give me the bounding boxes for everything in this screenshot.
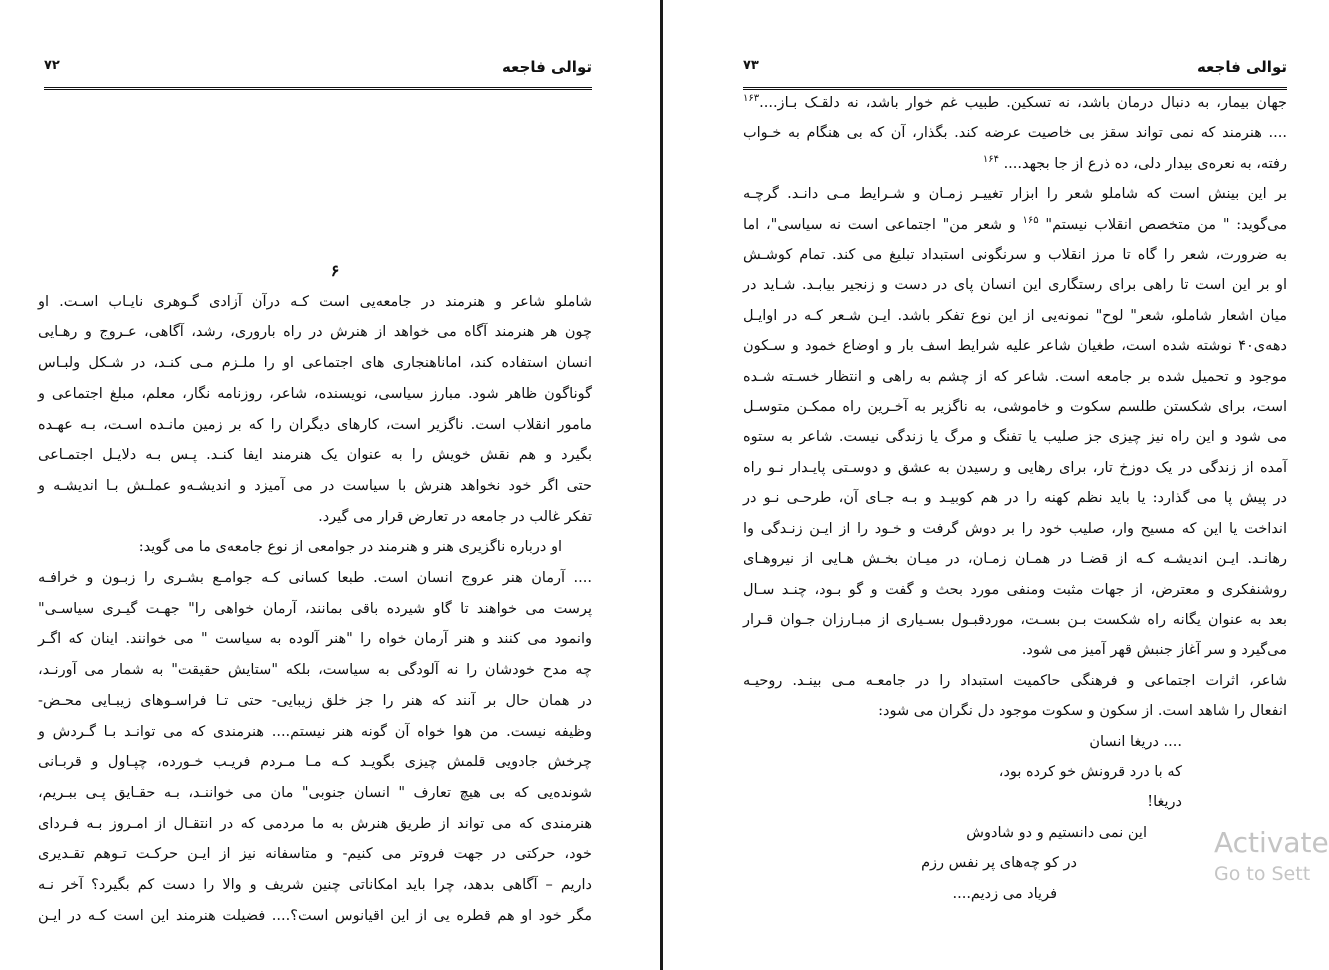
right-body-text [743,88,1287,909]
text-line: می‌گوید: " من متخصص انقلاب نیستم" $^{۱۶۵}$ و شعر من" اجتماعی است نه سیاسی"، اما [743,214,1288,233]
text-line: داریم – آگاهی بدهد، چرا باید امکاناتی چنین شریف و والا را دست کم بگیرد؟ آخر نـه [38,877,592,894]
text-line: آمده از زندگی در یک دوزخ تار، برای رهایی و رسیدن به عشق و دوسـتی پایـدار نـو راه [743,459,1287,476]
text-line: گوناگون ظاهر شود. مبارز سیاسی، نویسنده، شاعر، روزنامه نگار، معلم، مبلغ اجتماعی و [38,385,592,402]
text-line: انفعال را شاهد است. از سکون و سکوت موجود دل نگران می شود: [878,703,1287,720]
text-line: بعد به عنوان یگانه راه شکست بـن بسـت، موردقبـول بسـیاری از مبـارزان جـوان قـرار [743,611,1287,628]
text-line: می شود و این راه نیز چیزی جز صلیب یا تفنگ و مرگ یا زندگی نیست. شاعر به ستوه [743,429,1287,446]
text-line: مگر خود او هم قطره یی از این اقیانوس است؟.... فضیلت هنرمند این است کـه در ایـن [38,907,592,924]
text-line: چرخش جادویی قلمش چیزی بگویـد کـه مـا مـردم فریـب خـورده، چپـاول و قربـانی [38,754,592,771]
text-line: حتی اگر خود نخواهد هنرش با سیاست در می آمیزد و اندیشـه‌و عملـش بـا اندیشـه و [38,477,592,494]
text-line: مامور انقلاب است. ناگزیر است، کارهای دیگران را که بر زمین مانـده اسـت، بـه عهـده [38,416,592,433]
text-line: وظیفه نیست. من هوا خواه آن گونه هنر نیستم.... هنرمندی که می توانـد بـا گـردش و [38,723,592,740]
footnote-ref: ۱۶۴ [982,153,999,165]
left-page-number: ۷۲ [44,58,60,73]
poem-line: که با درد قرونش خو کرده بود، [998,763,1182,780]
text-line: او درباره ناگزیری هنر و هنرمند در جوامعی از نوع جامعه‌ی ما می گوید: [138,539,562,556]
text-line: روشنفکری و معترض، از جهات مثبت ومنفی مورد بحث و گفت و گو بـود، چنـد سـال [743,581,1287,598]
text-line: انداخت یا این که مسیح وار، صلیب خود را بر دوش گرفت و خـود را از ایـن زنـدگی وا [743,520,1287,537]
text-line: شاعر، اثرات اجتماعی و فرهنگی حاکمیت استبداد را در جامعـه مـی بینـد. روحیـه [743,672,1287,689]
poem-line: دریغا! [1147,794,1182,811]
poem-line: فریاد می زدیم.... [952,885,1057,902]
text-line: رفته، به نعره‌ی بیدار دلی، ده ذرع از جا بجهد.... $^{۱۶۴}$ [982,153,1287,172]
text-line: به ضرورت، شعر را گاه تا مرز انقلاب و سرنگونی استبداد تبلیغ می کند. تمام کوشـش [743,247,1287,264]
text-line: بگیرد و هم نقش خویش را به عنوان یک هنرمند ایفا کنـد. پـس بـه دلایـل اجتمـاعی [38,447,592,464]
text-line: دهه‌ی۴۰ نوشته شده است، طغیان شاعر علیه شرایط اسف بار و اوضاع خمود و سـکون [743,338,1287,355]
text-line: خود، حرکتی در جهت فروتر می کنیم- و متاسفانه نیز از ایـن حرکـت تـوهم تقـدیری [38,846,592,863]
text-line: در همان حال بر آنند که هنر را جز خلق زیبایی- حتی تـا فراسـوهای زیبـایی محـض- [38,692,592,709]
text-line: شاملو شاعر و هنرمند در جامعه‌یی است کـه درآن آزادی گـوهری نایـاب اسـت. او [38,293,592,310]
text-line: چون هر هنرمند آگاه می خواهد از هنرش در راه باروری، رشد، آگاهی، عـروج و رهـایی [38,324,592,341]
text-line: در پیش پا می گذارد: یا باید نظم کهنه را در هم کوبیـد و بـه جـای آن، طرحـی نـو در [743,490,1287,507]
poem-line: .... دریغا انسان [1089,733,1182,750]
text-line: .... آرمان هنر عروج انسان است. طبعا کسانی کـه جوامـع بشـری را زبـون و خرافـه [38,570,592,587]
text-line: موجود و تحمیل شده بر جامعه است. شاعر که از چشم به راهی و انتظار خسـته شـده [743,368,1287,385]
right-page-header [743,56,1287,90]
watermark-line-2: Go to Sett [1214,863,1311,885]
text-line: بر این بینش است که شاملو شعر را ابزار تغییـر زمـان و شـرایط مـی دانـد. گرچـه [743,186,1287,203]
section-number: ۶ [330,261,340,280]
left-page [0,0,660,970]
text-line: جهان بیمار، به دنبال درمان باشد، نه تسکین. طبیب غم خوار باشد، نه دلقـک بـاز....$^{۱۶۳}$ [743,93,1287,111]
left-running-title: توالی فاجعه [501,58,592,76]
poem-line: در کو چه‌های پر نفس رزم [921,855,1077,872]
text-line: رهانـد. ایـن اندیشـه کـه از قضـا در همـان زمـان، در میـان بخـش هـایی از نیروهـای [743,551,1287,568]
text-line: چه مدح خودشان را نه آلودگی به سیاست، بلکه "ستایش حقیقت" به شمار می آورنـد، [38,662,592,679]
book-spine [660,0,663,970]
text-line: پرست می خواهند تا گاو شیرده باقی بمانند، آرمان خواهی را" جهـت گیـری سیاسـی" [38,600,592,617]
left-page-header [44,56,592,90]
watermark-line-1: Activate [1214,826,1329,859]
footnote-ref: ۱۶۳ [743,93,760,105]
text-line: میان اشعار شاملو، شعر" لوح" نمونه‌یی از این نوع تفکر باشد. ایـن شـعر کـه در اوایـل [743,307,1287,324]
text-line: است، برای شکستن طلسم سکوت و خاموشی، به ناگزیر به آخـرین راه ممکـن متوسـل [743,399,1287,416]
activation-watermark [1214,826,1329,888]
right-page [666,0,1311,970]
right-running-title: توالی فاجعه [1196,58,1287,76]
text-line: می‌گیرد و سر آغاز جنبش قهر آمیز می شود. [1021,642,1287,659]
poem-line: این نمی دانستیم و دو شادوش [966,824,1147,841]
left-body-text [38,256,592,931]
text-line: وانمود می کنند و هنر آرمان خواه را "هنر آلوده به سیاست " می خوانند. اینان که اگـر [38,631,592,648]
right-page-number: ۷۳ [743,58,759,73]
text-line: تفکر غالب در جامعه در تعارض قرار می گیرد. [318,508,592,525]
text-line: هنرمندی که می تواند از طریق هنرش به ما مردمی که در انتقـال از امـروز بـه فـردای [38,815,592,832]
text-line: انسان استفاده کند، اماناهنجاری های اجتماعی او را ملـزم مـی کنـد، در شـکل ولبـاس [38,355,592,372]
footnote-ref: ۱۶۵ [1022,214,1039,226]
text-line: .... هنرمند که نمی تواند سقز بی خاصیت عرضه کند. بگذار، آن که بی هنگام به خـواب [743,125,1287,142]
text-line: شونده‌یی که بی هیچ تعارف " انسان جنوبی" مان می خواننـد، بـه حقـایق پـی ببـریم، [38,784,592,801]
text-line: او بر این است تا راهی برای رستگاری این انسان پای در دست و زنجیر بیابـد. شـاید در [743,277,1287,294]
